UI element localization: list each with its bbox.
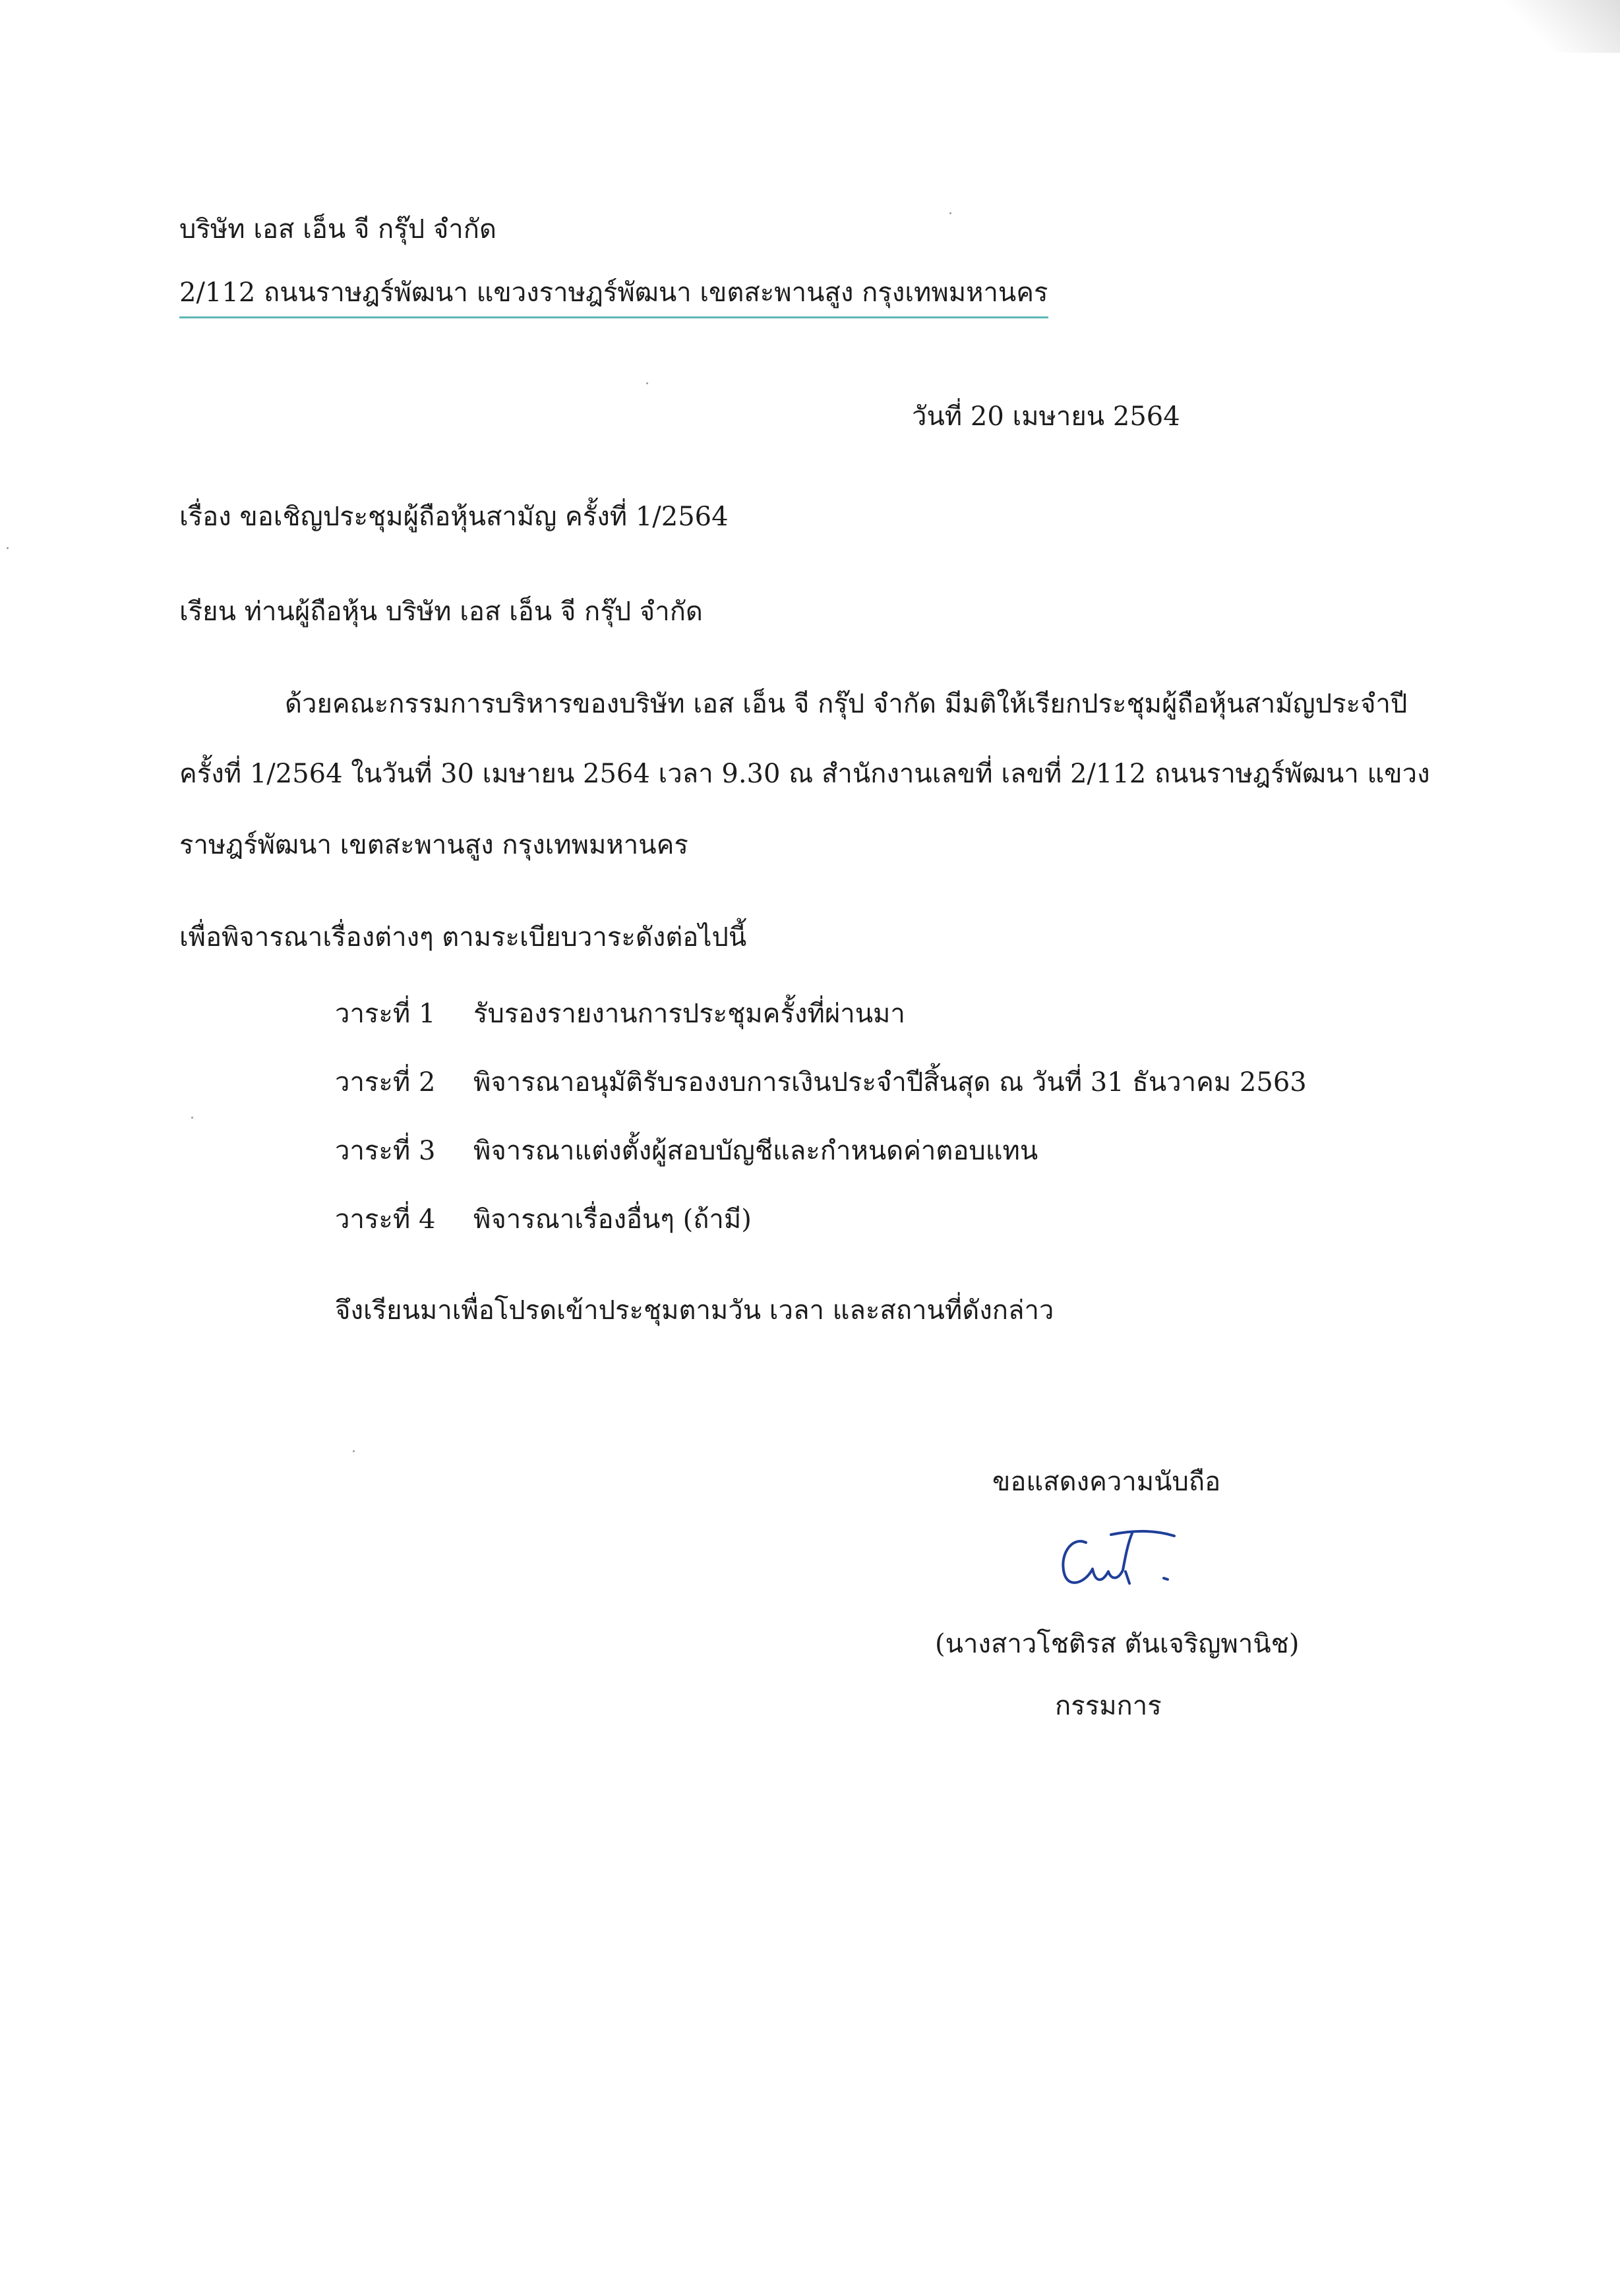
scan-speck: [7, 547, 9, 549]
body-line-3: ราษฎร์พัฒนา เขตสะพานสูง กรุงเทพมหานคร: [179, 830, 688, 860]
agenda-text: พิจารณาอนุมัติรับรองงบการเงินประจำปีสิ้นสุด ณ วันที่ 31 ธันวาคม 2563: [473, 1067, 1307, 1098]
company-address: 2/112 ถนนราษฎร์พัฒนา แขวงราษฎร์พัฒนา เขตสะพานสูง กรุงเทพมหานคร: [179, 273, 1048, 318]
scan-edge-shadow: [1501, 0, 1620, 53]
agenda-text: พิจารณาแต่งตั้งผู้สอบบัญชีและกำหนดค่าตอบแทน: [473, 1136, 1038, 1166]
agenda-item-4: [335, 1200, 752, 1239]
closing-sentence: จึงเรียนมาเพื่อโปรดเข้าประชุมตามวัน เวลา และสถานที่ดังกล่าว: [335, 1295, 1054, 1326]
handwritten-signature: [1045, 1516, 1190, 1602]
agenda-item-1: [335, 994, 905, 1034]
agenda-number: วาระที่ 1: [335, 999, 436, 1029]
signatory-position: กรรมการ: [1055, 1691, 1162, 1721]
sign-off-regards: ขอแสดงความนับถือ: [992, 1467, 1221, 1497]
signature-stroke: [1063, 1531, 1174, 1583]
scan-speck: [646, 382, 648, 384]
agenda-item-2: [335, 1063, 1307, 1102]
agenda-number: วาระที่ 2: [335, 1067, 436, 1098]
signatory-name: (นางสาวโชติรส ตันเจริญพานิช): [935, 1629, 1300, 1659]
agenda-number: วาระที่ 3: [335, 1136, 436, 1166]
scan-speck: [353, 1450, 355, 1452]
agenda-number: วาระที่ 4: [335, 1204, 436, 1235]
agenda-intro: เพื่อพิจารณาเรื่องต่างๆ ตามระเบียบวาระดังต่อไปนี้: [179, 922, 747, 953]
agenda-text: รับรองรายงานการประชุมครั้งที่ผ่านมา: [473, 999, 905, 1029]
body-line-1: ด้วยคณะกรรมการบริหารของบริษัท เอส เอ็น จี กรุ๊ป จำกัด มีมติให้เรียกประชุมผู้ถือหุ้นสามัญประจำปี: [285, 689, 1408, 719]
letter-recipient: เรียน ท่านผู้ถือหุ้น บริษัท เอส เอ็น จี กรุ๊ป จำกัด: [179, 597, 703, 627]
letter-date: วันที่ 20 เมษายน 2564: [912, 401, 1180, 432]
agenda-text: พิจารณาเรื่องอื่นๆ (ถ้ามี): [473, 1204, 752, 1235]
agenda-item-3: [335, 1131, 1038, 1171]
scan-speck: [191, 1117, 193, 1119]
scan-speck: [949, 212, 951, 214]
body-line-2: ครั้งที่ 1/2564 ในวันที่ 30 เมษายน 2564 เวลา 9.30 ณ สำนักงานเลขที่ เลขที่ 2/112 ถนนราษฎร์พัฒนา แขวง: [179, 759, 1430, 789]
letter-subject: เรื่อง ขอเชิญประชุมผู้ถือหุ้นสามัญ ครั้งที่ 1/2564: [179, 502, 729, 532]
company-name: บริษัท เอส เอ็น จี กรุ๊ป จำกัด: [179, 214, 496, 245]
